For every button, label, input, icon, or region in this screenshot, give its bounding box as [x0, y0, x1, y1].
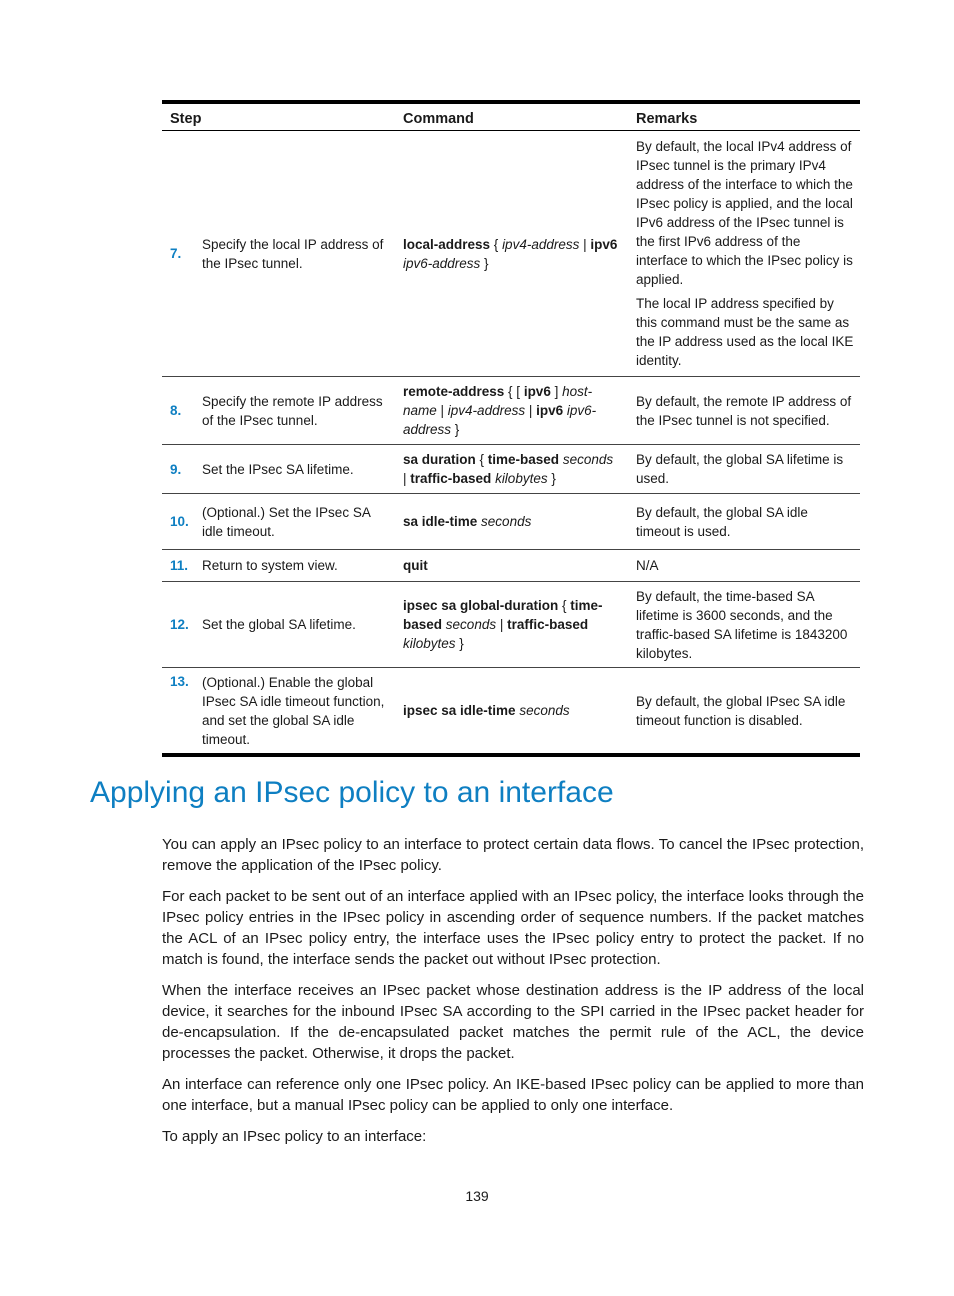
step-cell: [162, 582, 395, 667]
table-row: [162, 550, 860, 582]
command-keyword: remote-address: [403, 384, 505, 399]
remarks-cell: [628, 550, 860, 581]
remark-text: By default, the time-based SA lifetime is 3600 seconds, and the traffic-based SA lifetime is 1843200 kilobytes.: [636, 588, 848, 661]
command-argument: ipv4-address: [502, 236, 580, 252]
command-syntax: [403, 450, 620, 488]
command-cell: [395, 131, 628, 376]
command-argument: kilobytes: [495, 471, 548, 486]
header-step: Step: [170, 111, 202, 127]
remarks-cell: [628, 668, 860, 753]
step-text: Return to system view.: [202, 558, 338, 573]
command-argument: seconds: [481, 514, 532, 529]
step-number: 8.: [170, 403, 182, 418]
command-keyword: local-address: [403, 236, 491, 252]
command-cell: [395, 377, 628, 444]
command-punct: {: [475, 452, 488, 467]
command-keyword: ipv6: [523, 384, 551, 399]
command-keyword: traffic-based: [507, 617, 589, 632]
step-cell: [162, 668, 395, 753]
command-argument: seconds: [445, 617, 497, 632]
command-keyword: quit: [403, 558, 428, 573]
step-text: (Optional.) Set the IPsec SA idle timeout.: [202, 504, 371, 539]
table-row: [162, 582, 860, 668]
command-punct: {: [490, 236, 503, 252]
remarks-cell: [628, 377, 860, 444]
step-number: 12.: [170, 617, 189, 632]
section-body: [162, 834, 864, 1157]
remark-text: By default, the local IPv4 address of IPsec tunnel is the primary IPv4 address of the interface to which the IPsec policy is applied, and the local IPv6 address of the IPsec tunnel is the first IPv6 address of the interface to which the IPsec policy is applied.: [636, 139, 853, 287]
page-number: 139: [465, 1188, 489, 1204]
command-punct: }: [451, 422, 460, 437]
command-syntax: [403, 556, 428, 575]
remark-text: N/A: [636, 558, 659, 573]
table-row: [162, 668, 860, 757]
remark-text: By default, the global SA idle timeout is used.: [636, 504, 808, 539]
command-argument: ipv6-address: [403, 403, 597, 437]
command-cell: [395, 445, 628, 493]
paragraph: To apply an IPsec policy to an interface:: [162, 1128, 427, 1145]
step-number: 9.: [170, 461, 182, 477]
command-keyword: time-based: [487, 452, 560, 467]
step-text: Set the global SA lifetime.: [202, 617, 356, 632]
step-cell: [162, 377, 395, 444]
command-cell: [395, 550, 628, 581]
command-punct: |: [403, 452, 617, 486]
step-number: 10.: [170, 514, 189, 529]
command-argument: kilobytes: [403, 636, 456, 651]
command-keyword: ipv6: [590, 236, 618, 252]
command-syntax: [403, 596, 620, 653]
command-syntax: [403, 512, 531, 531]
command-punct: |: [579, 236, 591, 252]
section-title: Applying an IPsec policy to an interface: [90, 776, 614, 809]
command-keyword: time-based: [403, 598, 603, 632]
command-argument: host-name: [403, 384, 593, 418]
command-cell: [395, 494, 628, 549]
command-punct: {: [558, 598, 571, 613]
command-punct: }: [547, 471, 556, 486]
command-syntax: [403, 701, 570, 720]
paragraph: For each packet to be sent out of an interface applied with an IPsec policy, the interface looks through the IPsec policy entries in the IPsec policy in ascending order of sequence numbers. If the packet matches the ACL of an IPsec policy entry, the interface uses the IPsec policy entry to protect the packet. If no match is found, the interface sends the packet out without IPsec protection.: [162, 888, 864, 968]
command-keyword: traffic-based: [410, 471, 492, 486]
step-text: Set the IPsec SA lifetime.: [202, 461, 354, 477]
remark-text: By default, the global IPsec SA idle timeout function is disabled.: [636, 693, 846, 728]
command-syntax: [403, 382, 620, 439]
command-punct: [588, 617, 592, 632]
remarks-cell: [628, 494, 860, 549]
paragraph: An interface can reference only one IPsec policy. An IKE-based IPsec policy can be applied to more than one interface, but a manual IPsec policy can be applied to only one interface.: [162, 1076, 864, 1114]
step-number: 11.: [170, 558, 189, 573]
command-cell: [395, 668, 628, 753]
remark-text: By default, the remote IP address of the IPsec tunnel is not specified.: [636, 393, 852, 428]
step-number: 13.: [170, 674, 189, 689]
header-remarks: Remarks: [636, 111, 698, 127]
command-punct: }: [480, 255, 489, 271]
command-table: [162, 100, 860, 757]
step-cell: [162, 131, 395, 376]
step-text: Specify the local IP address of the IPsec tunnel.: [202, 236, 384, 271]
command-argument: ipv4-address: [447, 403, 526, 418]
command-punct: |: [496, 617, 508, 632]
command-keyword: ipsec sa idle-time: [403, 703, 516, 718]
command-cell: [395, 582, 628, 667]
command-syntax: [403, 235, 620, 273]
remarks-cell: [628, 131, 860, 376]
paragraph: When the interface receives an IPsec packet whose destination address is the IP address of the local device, it searches for the inbound IPsec SA according to the SPI carried in the IPsec packet header for de-encapsulation. If the de-encapsulated packet matches the permit rule of the ACL, the device processes the packet. Otherwise, it drops the packet.: [162, 982, 864, 1062]
command-argument: seconds: [562, 452, 614, 467]
command-argument: ipv6-address: [403, 255, 481, 271]
command-keyword: ipv6: [536, 403, 564, 418]
command-punct: }: [455, 636, 464, 651]
command-argument: seconds: [519, 703, 570, 718]
step-cell: [162, 550, 395, 581]
remarks-cell: [628, 582, 860, 667]
command-punct: [617, 237, 621, 252]
paragraph: You can apply an IPsec policy to an interface to protect certain data flows. To cancel the IPsec protection, remove the application of the IPsec policy.: [162, 836, 864, 874]
command-punct: |: [525, 403, 537, 418]
remarks-cell: [628, 445, 860, 493]
command-punct: ]: [550, 384, 563, 399]
step-text: Specify the remote IP address of the IPsec tunnel.: [202, 393, 383, 428]
command-keyword: sa duration: [403, 452, 476, 467]
table-header: [162, 104, 860, 131]
step-cell: [162, 445, 395, 493]
step-text: (Optional.) Enable the global IPsec SA idle timeout function, and set the global SA idle timeout.: [202, 674, 385, 747]
step-number: 7.: [170, 246, 182, 261]
step-cell: [162, 494, 395, 549]
remark-text: The local IP address specified by this command must be the same as the IP address used as the local IKE identity.: [636, 296, 854, 368]
command-keyword: sa idle-time: [403, 514, 478, 529]
command-punct: |: [436, 403, 448, 418]
command-punct: { [: [504, 384, 524, 399]
remark-text: By default, the global SA lifetime is used.: [636, 452, 844, 486]
command-keyword: ipsec sa global-duration: [403, 598, 559, 613]
table-row: [162, 131, 860, 377]
table-row: [162, 377, 860, 445]
header-command: Command: [403, 111, 474, 127]
table-row: [162, 445, 860, 494]
table-row: [162, 494, 860, 550]
